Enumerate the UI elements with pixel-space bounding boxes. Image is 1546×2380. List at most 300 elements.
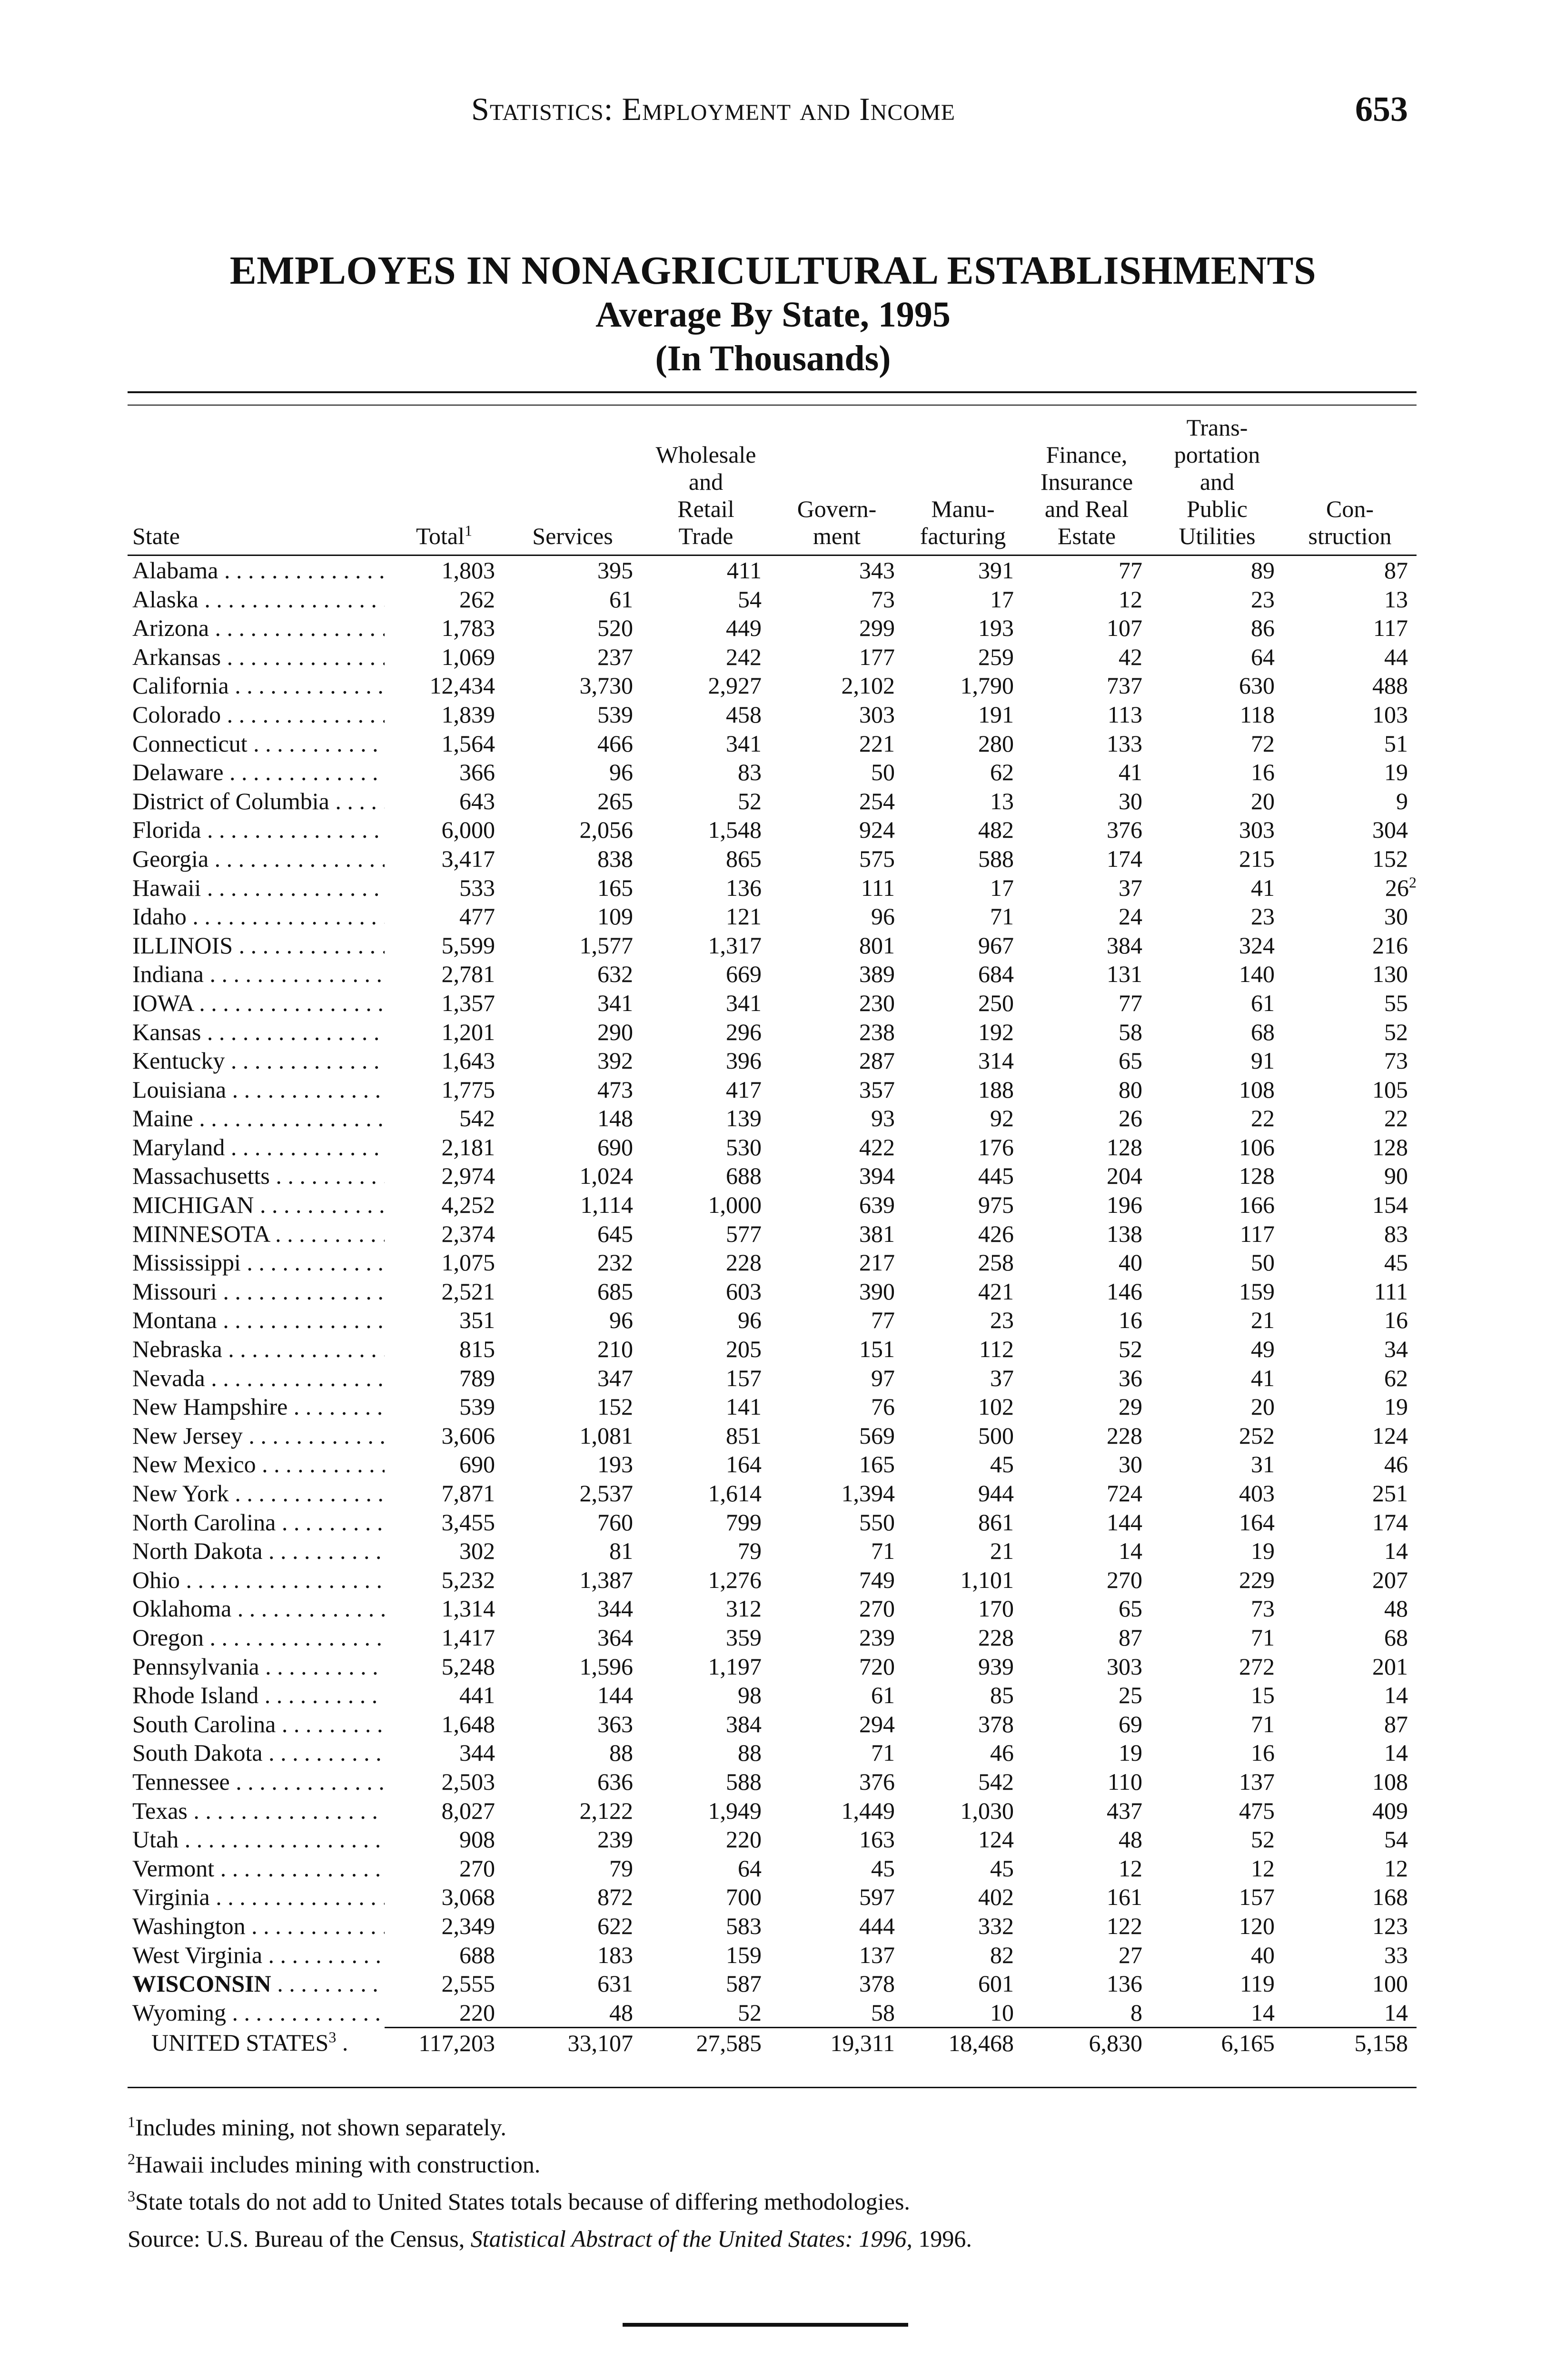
value-text: 19 bbox=[1384, 759, 1408, 786]
value-cell bbox=[504, 1969, 642, 1998]
value-text: 15 bbox=[1251, 1682, 1275, 1709]
value-text: 533 bbox=[459, 874, 495, 901]
value-text: 3,068 bbox=[441, 1884, 495, 1911]
value-cell bbox=[770, 1710, 903, 1739]
value-text: 44 bbox=[1384, 643, 1408, 670]
value-cell bbox=[1283, 758, 1417, 787]
value-cell bbox=[770, 1941, 903, 1970]
value-text: 631 bbox=[597, 1970, 633, 1997]
value-cell bbox=[1022, 1190, 1151, 1220]
value-cell bbox=[504, 1941, 642, 1970]
state-name bbox=[128, 555, 385, 585]
value-text: 583 bbox=[726, 1912, 762, 1939]
value-text: 210 bbox=[597, 1336, 633, 1363]
value-cell bbox=[504, 873, 642, 902]
value-text: 31 bbox=[1251, 1451, 1275, 1478]
value-text: 270 bbox=[1107, 1566, 1142, 1593]
value-text: 344 bbox=[597, 1595, 633, 1622]
value-cell bbox=[642, 614, 770, 643]
value-text: 588 bbox=[978, 845, 1014, 872]
value-text: 587 bbox=[726, 1970, 762, 1997]
source-title: Statistical Abstract of the United States: 1996, bbox=[470, 2225, 912, 2252]
value-cell bbox=[504, 989, 642, 1018]
value-cell bbox=[1022, 671, 1151, 700]
value-cell bbox=[1283, 1248, 1417, 1277]
value-cell bbox=[1283, 1652, 1417, 1681]
value-text: 2,503 bbox=[441, 1768, 495, 1795]
value-text: 220 bbox=[726, 1826, 762, 1853]
value-cell bbox=[385, 1277, 504, 1306]
value-cell bbox=[1151, 1825, 1283, 1854]
value-cell bbox=[903, 931, 1022, 960]
value-cell bbox=[504, 1046, 642, 1075]
table-row bbox=[128, 1421, 1417, 1450]
value-text: 597 bbox=[859, 1884, 895, 1911]
table-row bbox=[128, 844, 1417, 873]
value-cell bbox=[1022, 1335, 1151, 1364]
state-name bbox=[128, 585, 385, 614]
value-cell bbox=[770, 1220, 903, 1249]
value-text: 684 bbox=[978, 961, 1014, 988]
leader-dots bbox=[243, 1422, 385, 1449]
state-name bbox=[128, 989, 385, 1018]
state-name bbox=[128, 1046, 385, 1075]
value-cell bbox=[1283, 1594, 1417, 1623]
value-text: 737 bbox=[1107, 672, 1142, 699]
value-text: 151 bbox=[859, 1336, 895, 1363]
value-text: 1,357 bbox=[441, 989, 495, 1016]
value-cell bbox=[642, 1018, 770, 1047]
value-cell bbox=[770, 1566, 903, 1595]
value-text: 25 bbox=[1119, 1682, 1142, 1709]
value-text: 228 bbox=[978, 1624, 1014, 1651]
value-text: 124 bbox=[1372, 1422, 1408, 1449]
value-cell bbox=[903, 1825, 1022, 1854]
table-row bbox=[128, 1854, 1417, 1883]
value-text: 62 bbox=[1384, 1364, 1408, 1391]
state-name bbox=[128, 1220, 385, 1249]
value-cell bbox=[1151, 1508, 1283, 1537]
value-cell bbox=[903, 1941, 1022, 1970]
leader-dots bbox=[233, 932, 385, 959]
state-name-text: Arkansas bbox=[132, 643, 221, 670]
value-text: 5,599 bbox=[441, 932, 495, 959]
value-text: 1,775 bbox=[441, 1076, 495, 1103]
value-cell bbox=[770, 1998, 903, 2028]
total-row bbox=[128, 2028, 1417, 2057]
value-text: 409 bbox=[1372, 1797, 1408, 1824]
value-cell bbox=[1022, 1018, 1151, 1047]
value-cell bbox=[385, 1220, 504, 1249]
leader-dots bbox=[226, 1999, 385, 2026]
value-cell bbox=[770, 1623, 903, 1652]
leader-dots bbox=[218, 557, 385, 584]
value-text: 45 bbox=[871, 1854, 895, 1882]
value-text: 139 bbox=[726, 1105, 762, 1132]
value-text: 204 bbox=[1107, 1162, 1142, 1190]
value-text: 3,417 bbox=[441, 845, 495, 872]
value-cell bbox=[770, 1075, 903, 1104]
value-text: 30 bbox=[1119, 787, 1142, 814]
value-cell bbox=[642, 1767, 770, 1796]
value-cell bbox=[903, 1969, 1022, 1998]
value-cell bbox=[1022, 787, 1151, 816]
value-text: 16 bbox=[1119, 1307, 1142, 1334]
value-cell bbox=[770, 1046, 903, 1075]
value-cell bbox=[642, 787, 770, 816]
value-cell bbox=[1283, 671, 1417, 700]
value-text: 87 bbox=[1384, 557, 1408, 584]
value-text: 357 bbox=[859, 1076, 895, 1103]
value-text: 82 bbox=[990, 1941, 1014, 1968]
state-name bbox=[128, 1190, 385, 1220]
leader-dots bbox=[204, 961, 385, 987]
value-text: 96 bbox=[609, 1307, 633, 1334]
value-cell bbox=[504, 1421, 642, 1450]
value-text: 52 bbox=[1251, 1826, 1275, 1853]
leader-dots bbox=[221, 644, 385, 670]
footnote-2-mark: 2 bbox=[128, 2150, 135, 2168]
state-name bbox=[128, 844, 385, 873]
value-text: 1,201 bbox=[441, 1018, 495, 1045]
value-cell bbox=[504, 1161, 642, 1190]
value-cell bbox=[385, 700, 504, 729]
value-cell bbox=[642, 1825, 770, 1854]
value-text: 118 bbox=[1239, 701, 1275, 728]
leader-dots bbox=[217, 1307, 385, 1333]
value-cell bbox=[903, 1421, 1022, 1450]
value-text: 77 bbox=[1119, 557, 1142, 584]
value-cell bbox=[642, 1738, 770, 1767]
value-text: 45 bbox=[990, 1451, 1014, 1478]
value-text: 46 bbox=[990, 1739, 1014, 1766]
value-text: 390 bbox=[859, 1278, 895, 1305]
value-text: 79 bbox=[609, 1854, 633, 1882]
value-text: 14 bbox=[1384, 1537, 1408, 1565]
value-cell bbox=[903, 700, 1022, 729]
value-text: 520 bbox=[597, 615, 633, 642]
value-cell bbox=[642, 1652, 770, 1681]
value-cell bbox=[1022, 1566, 1151, 1595]
col-government bbox=[770, 414, 903, 555]
value-cell bbox=[1022, 1220, 1151, 1249]
value-cell bbox=[504, 1566, 642, 1595]
table-row bbox=[128, 1623, 1417, 1652]
value-cell bbox=[642, 643, 770, 672]
value-text: 12,434 bbox=[429, 672, 495, 699]
value-text: 108 bbox=[1239, 1076, 1275, 1103]
value-cell bbox=[504, 1738, 642, 1767]
table-row bbox=[128, 931, 1417, 960]
value-cell bbox=[903, 1710, 1022, 1739]
value-text: 69 bbox=[1119, 1710, 1142, 1737]
value-cell bbox=[770, 1450, 903, 1479]
value-cell bbox=[1151, 1248, 1283, 1277]
state-name-text: New York bbox=[132, 1480, 229, 1507]
value-cell bbox=[770, 1508, 903, 1537]
running-head: Statistics: Employment and Income bbox=[471, 91, 956, 127]
state-name bbox=[128, 671, 385, 700]
value-cell bbox=[903, 1306, 1022, 1335]
value-text: 417 bbox=[726, 1076, 762, 1103]
value-cell bbox=[903, 1392, 1022, 1421]
col-wholesale bbox=[642, 414, 770, 555]
value-text: 64 bbox=[738, 1854, 762, 1882]
value-text: 48 bbox=[1384, 1595, 1408, 1622]
value-cell bbox=[770, 1969, 903, 1998]
state-name bbox=[128, 729, 385, 758]
value-cell bbox=[1283, 1335, 1417, 1364]
value-cell bbox=[504, 1652, 642, 1681]
value-text: 45 bbox=[1384, 1249, 1408, 1276]
value-cell bbox=[385, 931, 504, 960]
value-text: 58 bbox=[871, 1999, 895, 2026]
table-row bbox=[128, 1912, 1417, 1941]
value-cell bbox=[1283, 1710, 1417, 1739]
value-cell bbox=[903, 1566, 1022, 1595]
leader-dots bbox=[224, 759, 385, 785]
value-text: 376 bbox=[1107, 816, 1142, 843]
value-text: 575 bbox=[859, 845, 895, 872]
value-cell bbox=[642, 1479, 770, 1508]
value-text: 19 bbox=[1384, 1393, 1408, 1420]
value-cell bbox=[504, 729, 642, 758]
value-cell bbox=[504, 700, 642, 729]
state-name bbox=[128, 1623, 385, 1652]
value-text: 500 bbox=[978, 1422, 1014, 1449]
state-name bbox=[128, 1161, 385, 1190]
value-cell bbox=[903, 787, 1022, 816]
state-name-text: Wyoming bbox=[132, 1999, 226, 2026]
value-cell bbox=[385, 1883, 504, 1912]
value-text: 1,596 bbox=[579, 1653, 633, 1680]
footnote-3-mark: 3 bbox=[128, 2187, 135, 2205]
col-construction-l2: struction bbox=[1308, 523, 1392, 549]
value-text: 14 bbox=[1384, 1999, 1408, 2026]
value-text: 17 bbox=[990, 874, 1014, 901]
value-cell bbox=[642, 555, 770, 585]
value-cell bbox=[504, 1767, 642, 1796]
value-text: 40 bbox=[1251, 1941, 1275, 1968]
value-cell bbox=[1151, 585, 1283, 614]
state-name-text: District of Columbia bbox=[132, 787, 329, 814]
state-name-text: Colorado bbox=[132, 701, 221, 728]
value-text: 287 bbox=[859, 1047, 895, 1074]
value-cell bbox=[770, 1537, 903, 1566]
value-cell bbox=[642, 1306, 770, 1335]
state-name-text: Idaho bbox=[132, 903, 187, 930]
value-text: 90 bbox=[1384, 1162, 1408, 1190]
value-cell bbox=[1022, 1854, 1151, 1883]
state-name-text: MICHIGAN bbox=[132, 1191, 254, 1219]
value-text: 542 bbox=[459, 1105, 495, 1132]
state-name bbox=[128, 1421, 385, 1450]
value-cell bbox=[1151, 989, 1283, 1018]
value-text: 347 bbox=[597, 1364, 633, 1391]
value-cell bbox=[770, 1421, 903, 1450]
value-text: 88 bbox=[609, 1739, 633, 1766]
value-text: 272 bbox=[1239, 1653, 1275, 1680]
value-cell bbox=[642, 931, 770, 960]
value-cell bbox=[1022, 960, 1151, 989]
value-cell bbox=[642, 1941, 770, 1970]
value-cell bbox=[504, 1854, 642, 1883]
table-row bbox=[128, 1710, 1417, 1739]
value-cell bbox=[1022, 1508, 1151, 1537]
value-text: 71 bbox=[1251, 1624, 1275, 1651]
value-cell bbox=[1022, 1161, 1151, 1190]
value-cell bbox=[385, 1306, 504, 1335]
value-text: 6,000 bbox=[441, 816, 495, 843]
leader-dots bbox=[221, 701, 385, 728]
value-cell bbox=[385, 1998, 504, 2028]
value-text: 26 bbox=[1119, 1105, 1142, 1132]
value-cell bbox=[770, 1190, 903, 1220]
state-name-text: California bbox=[132, 672, 229, 699]
value-cell bbox=[385, 1941, 504, 1970]
value-cell bbox=[1151, 1018, 1283, 1047]
table-row bbox=[128, 1594, 1417, 1623]
value-text: 1,614 bbox=[708, 1480, 762, 1507]
value-text: 148 bbox=[597, 1105, 633, 1132]
value-cell bbox=[1022, 1825, 1151, 1854]
value-cell bbox=[1283, 1738, 1417, 1767]
value-cell bbox=[770, 643, 903, 672]
value-cell bbox=[1022, 1883, 1151, 1912]
employment-table bbox=[128, 414, 1417, 2057]
value-cell bbox=[1283, 585, 1417, 614]
value-text: 632 bbox=[597, 961, 633, 988]
value-text: 1,394 bbox=[841, 1480, 895, 1507]
value-text: 324 bbox=[1239, 932, 1275, 959]
table-row bbox=[128, 700, 1417, 729]
value-cell bbox=[1151, 1277, 1283, 1306]
value-cell bbox=[385, 1767, 504, 1796]
value-cell bbox=[385, 1566, 504, 1595]
value-cell bbox=[642, 1969, 770, 1998]
value-text: 96 bbox=[609, 759, 633, 786]
value-cell bbox=[770, 844, 903, 873]
footnote-1-mark: 1 bbox=[128, 2113, 135, 2131]
value-cell bbox=[1151, 1623, 1283, 1652]
value-text: 482 bbox=[978, 816, 1014, 843]
value-text: 79 bbox=[738, 1537, 762, 1565]
value-cell bbox=[770, 902, 903, 931]
value-text: 19 bbox=[1251, 1537, 1275, 1565]
value-cell bbox=[642, 1075, 770, 1104]
value-text: 1,548 bbox=[708, 816, 762, 843]
value-cell bbox=[1151, 1738, 1283, 1767]
value-text: 228 bbox=[726, 1249, 762, 1276]
value-cell bbox=[1151, 671, 1283, 700]
value-text: 384 bbox=[726, 1710, 762, 1737]
value-cell bbox=[504, 1623, 642, 1652]
value-text: 1,101 bbox=[960, 1566, 1014, 1593]
value-cell bbox=[1022, 1912, 1151, 1941]
value-cell bbox=[903, 1738, 1022, 1767]
col-transportation-l3: and bbox=[1199, 468, 1235, 495]
value-text: 49 bbox=[1251, 1336, 1275, 1363]
value-text: 42 bbox=[1119, 643, 1142, 670]
value-text: 152 bbox=[1372, 845, 1408, 872]
leader-dots bbox=[271, 1970, 385, 1997]
value-text: 71 bbox=[871, 1739, 895, 1766]
value-cell bbox=[642, 1912, 770, 1941]
value-cell bbox=[903, 1479, 1022, 1508]
value-text: 112 bbox=[979, 1336, 1014, 1363]
value-text: 630 bbox=[1239, 672, 1275, 699]
value-text: 542 bbox=[978, 1768, 1014, 1795]
value-cell bbox=[770, 1912, 903, 1941]
table-row bbox=[128, 1335, 1417, 1364]
state-name-text: Louisiana bbox=[132, 1076, 227, 1103]
value-text: 176 bbox=[978, 1133, 1014, 1160]
value-cell bbox=[1283, 1854, 1417, 1883]
state-name-text: North Carolina bbox=[132, 1508, 276, 1536]
value-cell bbox=[903, 614, 1022, 643]
leader-dots bbox=[259, 1653, 385, 1680]
value-text: 601 bbox=[978, 1970, 1014, 1997]
value-text: 16 bbox=[1384, 1307, 1408, 1334]
table-row bbox=[128, 1133, 1417, 1162]
value-cell bbox=[1283, 873, 1417, 902]
value-text: 220 bbox=[459, 1999, 495, 2026]
value-text: 117 bbox=[1239, 1220, 1275, 1247]
leader-dots bbox=[248, 730, 385, 757]
value-text: 77 bbox=[1119, 989, 1142, 1016]
value-cell bbox=[385, 1594, 504, 1623]
table-row bbox=[128, 1941, 1417, 1970]
value-cell bbox=[1151, 1796, 1283, 1825]
value-text: 1,417 bbox=[441, 1624, 495, 1651]
state-name-text: Georgia bbox=[132, 845, 209, 872]
state-name-text: Kansas bbox=[132, 1018, 201, 1045]
leader-dots bbox=[269, 1220, 385, 1247]
value-cell bbox=[385, 815, 504, 844]
value-cell bbox=[770, 1854, 903, 1883]
leader-dots bbox=[229, 1480, 385, 1507]
value-cell bbox=[1022, 815, 1151, 844]
value-text: 639 bbox=[859, 1191, 895, 1219]
value-cell bbox=[1022, 1998, 1151, 2028]
value-cell bbox=[1022, 1133, 1151, 1162]
value-cell bbox=[1283, 729, 1417, 758]
col-manufacturing bbox=[903, 414, 1022, 555]
footnote-3 bbox=[128, 2188, 910, 2215]
value-cell bbox=[1283, 1133, 1417, 1162]
value-cell bbox=[1022, 700, 1151, 729]
total-cell: 18,468 bbox=[948, 2029, 1014, 2056]
value-cell bbox=[642, 1104, 770, 1133]
value-text: 5,248 bbox=[441, 1653, 495, 1680]
value-cell bbox=[385, 1623, 504, 1652]
value-cell bbox=[903, 1652, 1022, 1681]
value-text: 54 bbox=[1384, 1826, 1408, 1853]
value-text: 669 bbox=[726, 961, 762, 988]
state-name bbox=[128, 902, 385, 931]
value-cell bbox=[770, 1306, 903, 1335]
value-text: 280 bbox=[978, 730, 1014, 757]
value-text: 52 bbox=[738, 1999, 762, 2026]
value-cell bbox=[903, 729, 1022, 758]
total-row-label: UNITED STATES$^3$ . bbox=[151, 2028, 348, 2056]
value-cell bbox=[1151, 643, 1283, 672]
value-cell bbox=[504, 902, 642, 931]
table-row bbox=[128, 1767, 1417, 1796]
value-text: 45 bbox=[990, 1854, 1014, 1882]
value-cell bbox=[642, 1161, 770, 1190]
value-cell bbox=[504, 1479, 642, 1508]
